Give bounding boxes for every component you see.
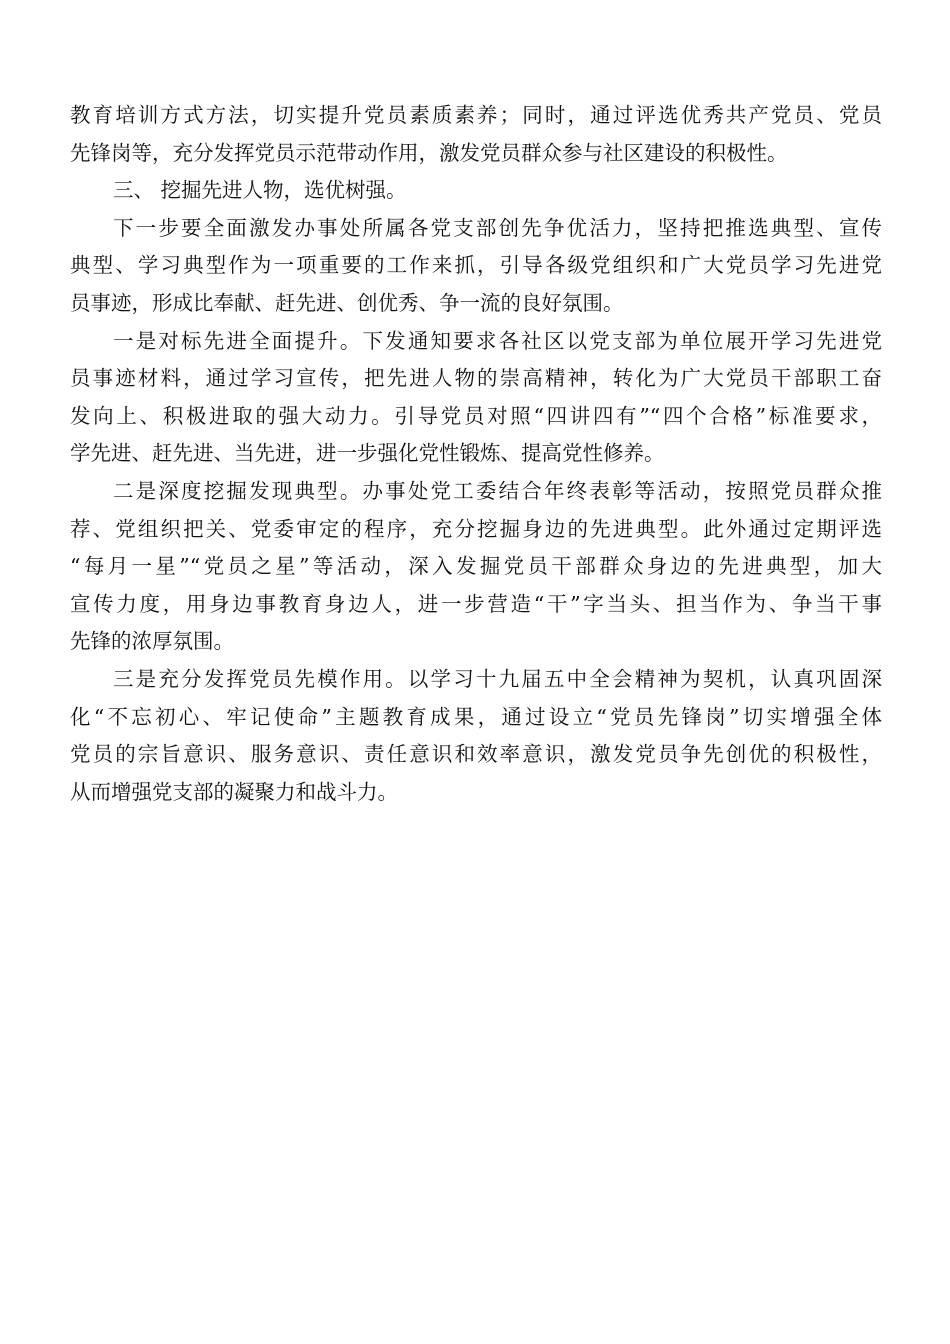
document-body: [70, 97, 882, 811]
text-line: 员事迹材料，通过学习宣传，把先进人物的崇高精神，转化为广大党员干部职工奋: [70, 366, 882, 391]
text-line: 先锋的浓厚氛围。: [70, 629, 234, 654]
section-heading: 三、 挖掘先进人物，选优树强。: [113, 178, 407, 203]
text-line: 党员的宗旨意识、服务意识、责任意识和效率意识，激发党员争先创优的积极性，: [70, 742, 882, 767]
paragraph-first-line: 二是深度挖掘发现典型。办事处党工委结合年终表彰等活动，按照党员群众推: [113, 478, 882, 503]
text-line: 宣传力度，用身边事教育身边人，进一步营造“干”字当头、担当作为、争当干事: [70, 591, 882, 616]
text-line: 发向上、积极进取的强大动力。引导党员对照“四讲四有”“四个合格”标准要求，: [70, 403, 882, 428]
text-line: 教育培训方式方法，切实提升党员素质素养；同时，通过评选优秀共产党员、党员: [70, 103, 882, 127]
text-line: 员事迹，形成比奉献、赶先进、创优秀、争一流的良好氛围。: [70, 290, 624, 315]
text-line: 先锋岗等，充分发挥党员示范带动作用，激发党员群众参与社区建设的积极性。: [70, 140, 788, 165]
text-line: 从而增强党支部的凝聚力和战斗力。: [70, 779, 398, 804]
paragraph-first-line: 一是对标先进全面提升。下发通知要求各社区以党支部为单位展开学习先进党: [113, 328, 882, 353]
text-line: 荐、党组织把关、党委审定的程序，充分挖掘身边的先进典型。此外通过定期评选: [70, 516, 882, 541]
paragraph-first-line: 下一步要全面激发办事处所属各党支部创先争优活力，坚持把推选典型、宣传: [113, 215, 882, 240]
text-line: 化“不忘初心、牢记使命”主题教育成果，通过设立“党员先锋岗”切实增强全体: [70, 704, 882, 729]
text-line: 典型、学习典型作为一项重要的工作来抓，引导各级党组织和广大党员学习先进党: [70, 253, 882, 278]
text-line: 学先进、赶先进、当先进，进一步强化党性锻炼、提高党性修养。: [70, 441, 665, 466]
paragraph-first-line: 三是充分发挥党员先模作用。以学习十九届五中全会精神为契机，认真巩固深: [113, 666, 882, 691]
text-line: “每月一星”“党员之星”等活动，深入发掘党员干部群众身边的先进典型，加大: [70, 554, 882, 579]
